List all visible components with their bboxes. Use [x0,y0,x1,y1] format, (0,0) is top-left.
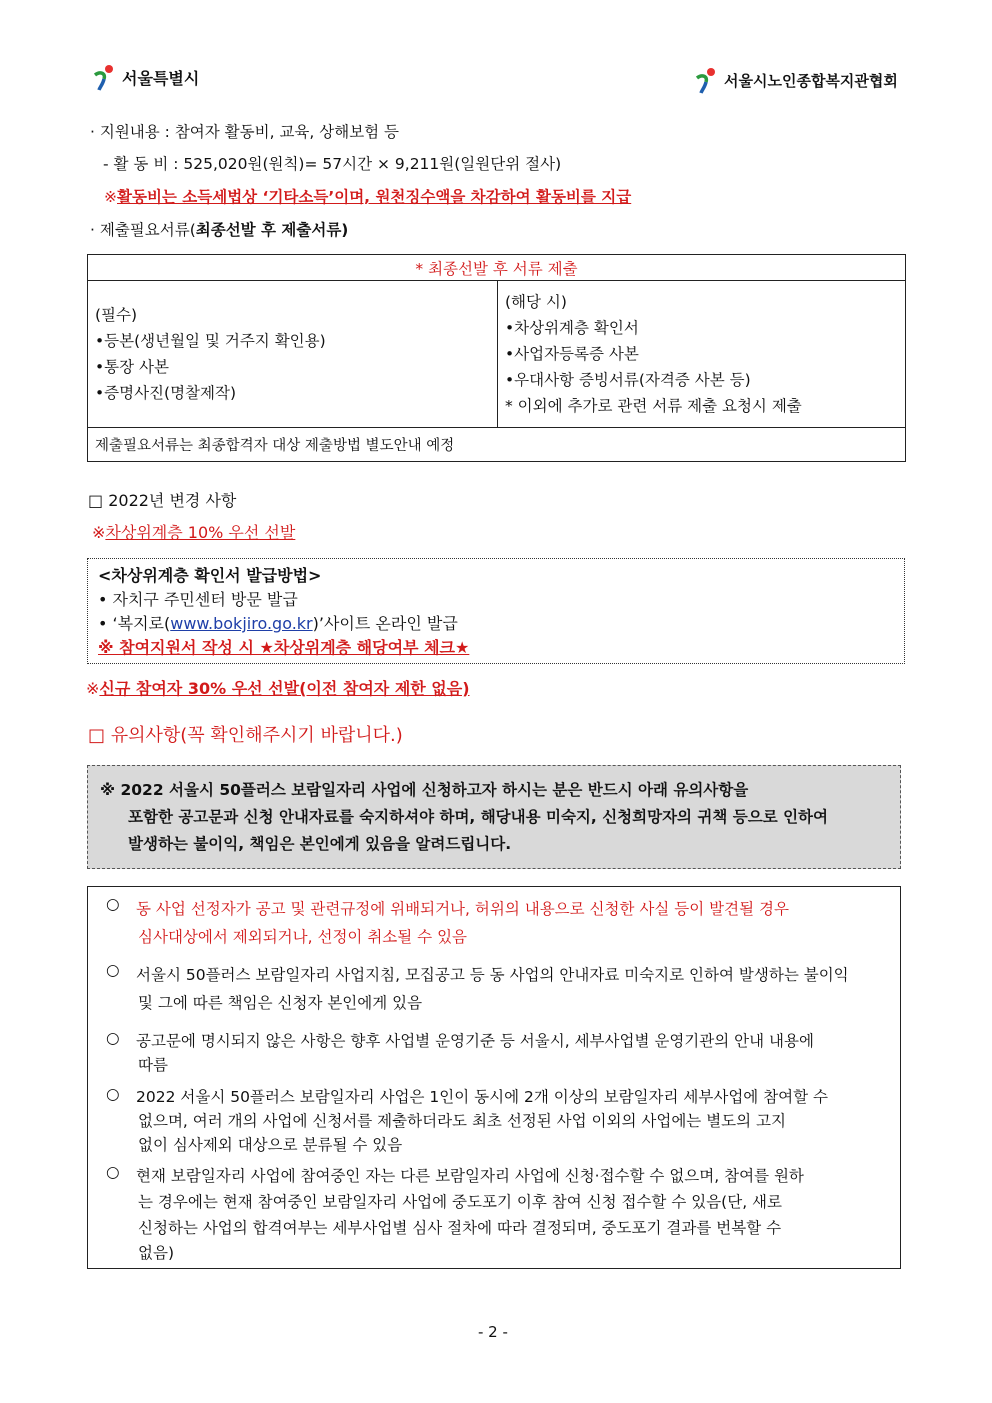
activity-fee-line: - 활 동 비 : 525,020원(원칙)= 57시간 × 9,211원(일원단위 절사) [103,155,562,173]
page-number: - 2 - [478,1323,508,1341]
seoul-city-name: 서울특별시 [122,68,200,88]
association-name: 서울시노인종합복지관협회 [724,71,898,90]
required-docs-line: · 제출필요서류(최종선발 후 제출서류) [90,221,349,239]
certificate-method-visit: • 자치구 주민센터 방문 발급 [98,590,298,609]
notice-line: ※ 2022 서울시 50플러스 보람일자리 사업에 신청하고자 하시는 분은 반드시 아래 유의사항을 [100,781,749,799]
circle-bullet-icon: ○ [106,961,120,979]
changes-heading: □ 2022년 변경 사항 [88,491,237,510]
caution-item-unspecified: ○ 공고문에 명시되지 않은 사항은 향후 사업별 운영기준 등 서울시, 세부사업별 운영기관의 안내 내용에 따름 [106,1029,814,1074]
notice-line: 발생하는 불이익, 책임은 본인에게 있음을 알려드립니다. [128,835,512,853]
activity-fee-tax-note: ※활동비는 소득세법상 ‘기타소득’이며, 원천징수액을 차감하여 활동비를 지급 [104,188,632,206]
caution-item-duplicate: ○ 2022 서울시 50플러스 보람일자리 사업은 1인이 동시에 2개 이상의 보람일자리 세부사업에 참여할 수 없으며, 여러 개의 사업에 신청서를 제출하더라도 최초 선정된 사업 이외의 사업에는 별도의 고지 없이 심사제외 대상으로 분류될 수 있음 [106,1085,829,1154]
certificate-method-online: • ‘복지로(www.bokjiro.go.kr)’사이트 온라인 발급 [98,614,458,633]
required-documents-table [87,254,906,462]
certificate-issuance-box [87,558,905,664]
docs-optional-cell: (해당 시) •차상위계층 확인서 •사업자등록증 사본 •우대사항 증빙서류(자격증 사본 등) * 이외에 추가로 관련 서류 제출 요청시 제출 [498,281,906,428]
docs-table-header: * 최종선발 후 서류 제출 [88,255,906,281]
seoul-logo-icon [92,63,118,91]
certificate-box-title: <차상위계층 확인서 발급방법> [98,566,322,585]
circle-bullet-icon: ○ [106,895,120,913]
seoul-city-logo [92,63,199,91]
bokjiro-link[interactable]: www.bokjiro.go.kr [170,614,313,633]
caution-item-current-participants: ○ 현재 보람일자리 사업에 참여중인 자는 다른 보람일자리 사업에 신청·접수할 수 없으며, 참여를 원하 는 경우에는 현재 참여중인 보람일자리 사업에 중도포기 이후 참여 신청 접수할 수 있음(단, 새로 신청하는 사업의 합격여부는 세부사업별 심사 절차에 따라 결정되며, 중도포기 결과를 번복할 수 없음) [106,1163,804,1262]
priority-new-participants: ※신규 참여자 30% 우선 선발(이전 참여자 제한 없음) [86,679,470,698]
caution-item-guidelines: ○ 서울시 50플러스 보람일자리 사업지침, 모집공고 등 동 사업의 안내자료 미숙지로 인하여 발생하는 불이익 및 그에 따른 책임은 신청자 본인에게 있음 [106,961,849,1012]
caution-list-box [87,886,901,1269]
support-content-line: · 지원내용 : 참여자 활동비, 교육, 상해보험 등 [90,123,400,141]
circle-bullet-icon: ○ [106,1163,120,1181]
docs-table-footer: 제출필요서류는 최종합격자 대상 제출방법 별도안내 예정 [88,428,906,462]
caution-item-disqualification: ○ 동 사업 선정자가 공고 및 관련규정에 위배되거나, 허위의 내용으로 신청한 사실 등이 발견될 경우 심사대상에서 제외되거나, 선정이 취소될 수 있음 [106,895,789,946]
circle-bullet-icon: ○ [106,1085,120,1103]
association-logo [694,66,898,94]
priority-low-income: ※차상위계층 10% 우선 선발 [92,523,296,542]
notice-box [87,765,901,869]
association-logo-icon [694,66,720,94]
certificate-check-warning: ※ 참여지원서 작성 시 ★차상위계층 해당여부 체크★ [98,638,470,657]
caution-heading: □ 유의사항(꼭 확인해주시기 바랍니다.) [88,725,403,746]
notice-line: 포함한 공고문과 신청 안내자료를 숙지하셔야 하며, 해당내용 미숙지, 신청희망자의 귀책 등으로 인하여 [128,808,829,826]
docs-mandatory-cell: (필수) •등본(생년월일 및 거주지 확인용) •통장 사본 •증명사진(명찰제작) [88,281,498,428]
circle-bullet-icon: ○ [106,1029,120,1047]
